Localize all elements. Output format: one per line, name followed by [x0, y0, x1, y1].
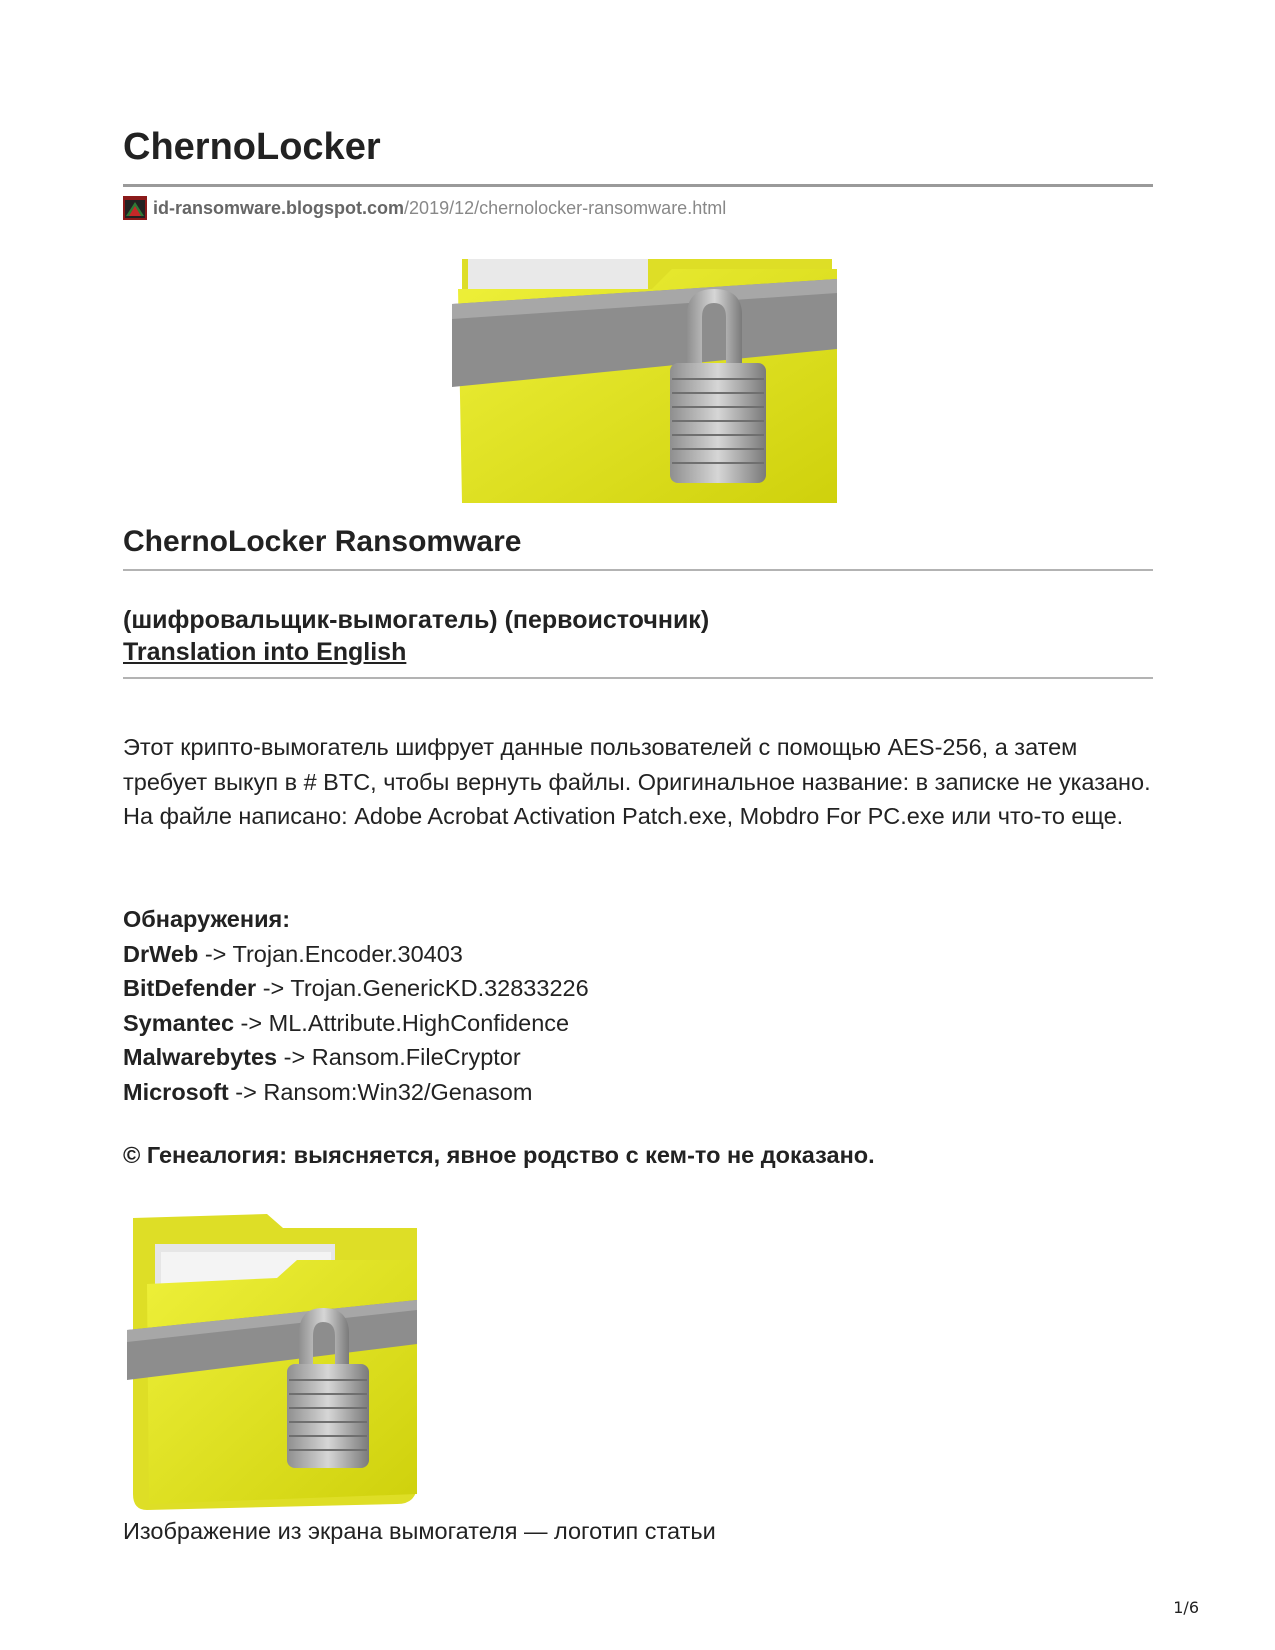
detection-vendor: Symantec — [123, 1009, 235, 1036]
article-heading: ChernoLocker Ransomware — [123, 525, 522, 558]
detection-result: -> Ransom.FileCryptor — [277, 1044, 521, 1070]
detection-row — [123, 937, 589, 972]
image-caption: Изображение из экрана вымогателя — логотип статьи — [123, 1518, 716, 1544]
detection-result: -> ML.Attribute.HighConfidence — [234, 1009, 570, 1036]
detection-vendor: Malwarebytes — [123, 1044, 278, 1070]
blogger-favicon-icon — [123, 196, 147, 220]
heading-divider — [123, 569, 1153, 571]
page-title: ChernoLocker — [123, 126, 381, 168]
subheading-divider — [123, 677, 1153, 679]
detection-row — [123, 1040, 589, 1075]
detection-row — [123, 971, 589, 1006]
ransom-screen-logo-image — [127, 1204, 435, 1514]
genealogy-note: © Генеалогия: выясняется, явное родство с кем-то не доказано. — [123, 1142, 875, 1168]
subheading-line: (шифровальщик-вымогатель) (первоисточник) — [123, 606, 710, 634]
description-paragraph: Этот крипто-вымогатель шифрует данные пользователей с помощью AES-256, а затем требует выкуп в # BTC, чтобы вернуть файлы. Оригинальное название: в записке не указано. На файле написано: Adobe Acrobat Activation Patch.exe, Mobdro For PC.exe или что-то еще. — [123, 734, 1151, 829]
page-number: 1/6 — [1173, 1598, 1199, 1617]
detection-vendor: BitDefender — [123, 975, 257, 1001]
detection-row — [123, 1006, 589, 1041]
detection-result: -> Ransom:Win32/Genasom — [228, 1078, 533, 1105]
detections-label: Обнаружения: — [123, 906, 291, 932]
source-url[interactable] — [123, 196, 726, 220]
title-divider — [123, 184, 1153, 187]
translation-link[interactable]: Translation into English — [123, 638, 407, 666]
hero-folder-lock-image — [422, 259, 858, 503]
source-path: /2019/12/chernolocker-ransomware.html — [404, 197, 727, 218]
detection-vendor: Microsoft — [123, 1078, 229, 1105]
detection-result: -> Trojan.Encoder.30403 — [198, 940, 463, 967]
detection-vendor: DrWeb — [123, 940, 199, 967]
detection-result: -> Trojan.GenericKD.32833226 — [256, 975, 589, 1001]
detections-block — [123, 902, 589, 1109]
source-domain: id-ransomware.blogspot.com — [153, 197, 405, 218]
subheading — [123, 604, 709, 668]
detection-row — [123, 1075, 589, 1110]
